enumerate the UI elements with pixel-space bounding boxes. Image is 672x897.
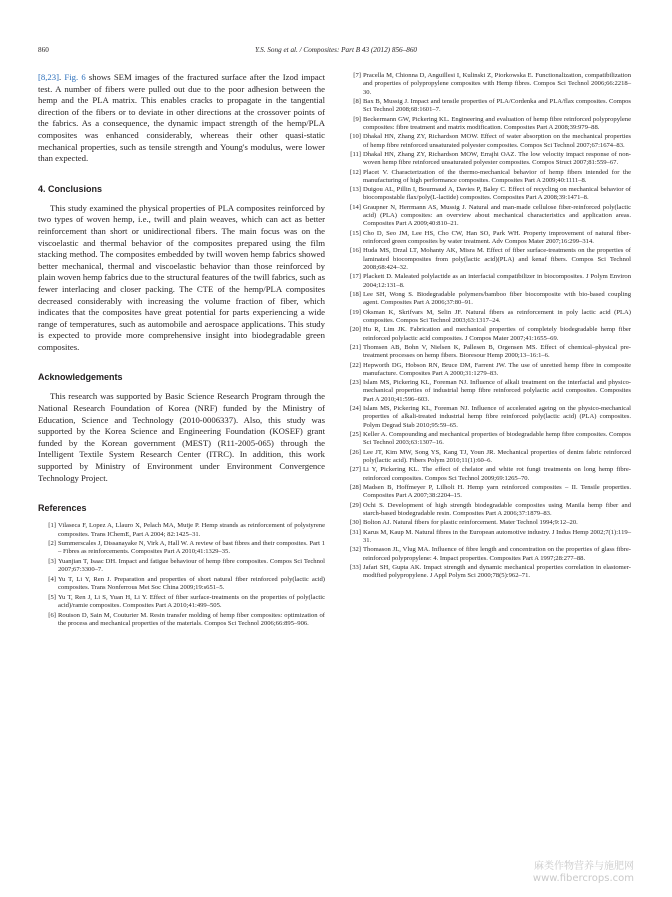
reference-number: [20] xyxy=(350,326,361,334)
reference-text: Thomsen AB, Bohn V, Nielsen K, Pallesen B, Orgensen MS. Effect of chemical–physical pre-treatment processes on hemp fibers. Bioresour Hemp 2000;13–16:1–6. xyxy=(363,343,631,360)
reference-text: Yu T, Ren J, Li S, Yuan H, Li Y. Effect of fiber surface-treatments on the properties of poly(lactic acid)/ramie composites. Composites Part A 2010;41:499–505. xyxy=(58,593,325,610)
intro-text: shows SEM images of the fractured surface after the Izod impact test. A number of fibers were pulled out due to the poor adhesion between the hemp and the PLA matrix. This enables cracks to propagate in the tangential direction of the fibers or to deviate in other directions at the crossover points of the fabrics. As a consequence, the dynamic impact strength of the hemp/PLA composites was enhanced considerably, whereas their other quasi-static mechanical properties, such as tensile strength and Young's modulus, were lower than expected. xyxy=(38,72,325,164)
reference-number: [22] xyxy=(350,361,361,369)
reference-number: [28] xyxy=(350,483,361,491)
reference-item xyxy=(38,612,325,629)
left-column xyxy=(38,72,325,630)
reference-number: [27] xyxy=(350,466,361,474)
reference-text: Islam MS, Pickering KL, Foreman NJ. Influence of alkali treatment on the interfacial and physico-mechanical properties of industrial hemp fibre reinforced polylactic acid composites. Composites Part A 2010;41:596–603. xyxy=(363,379,631,403)
reference-item xyxy=(343,309,631,326)
reference-text: Lee SH, Wong S. Biodegradable polymers/bamboo fiber biocomposite with bio-based coupling agent. Composites Part A 2006;37:80–91. xyxy=(363,290,631,307)
reference-number: [33] xyxy=(350,563,361,571)
reference-item xyxy=(343,405,631,430)
reference-item xyxy=(343,466,631,483)
reference-text: Huda MS, Drzal LT, Mohanty AK, Misra M. Effect of fiber surface-treatments on the properties of laminated biocomposites from poly(lactic acid)(PLA) and kenaf fibers. Compos Sci Technol 2008;68:424–32. xyxy=(363,247,631,271)
reference-text: Summerscales J, Dissanayake N, Virk A, Hall W. A review of bast fibres and their composites. Part 1 – Fibres as reinforcements. Composites Part A 2010;41:1329–35. xyxy=(58,540,325,556)
reference-number: [31] xyxy=(350,528,361,536)
reference-number: [29] xyxy=(350,501,361,509)
reference-item xyxy=(343,247,631,272)
reference-text: Graupner N, Herrmann AS, Mussig J. Natural and man-made cellulose fiber-reinforced poly(lactic acid) (PLA) composites: an overview about mechanical characteristics and application areas. Composites Part A 2009;40:810–21. xyxy=(363,203,631,228)
figure-link[interactable]: Fig. 6 xyxy=(64,72,86,82)
reference-item xyxy=(343,502,631,519)
reference-number: [17] xyxy=(350,273,361,281)
reference-text: Bax B, Mussig J. Impact and tensile properties of PLA/Cordenka and PLA/flax composites. Compos Sci Technol 2008;68:1601–7. xyxy=(363,97,631,114)
reference-item xyxy=(343,116,631,133)
reference-text: Rouison D, Sain M, Couturier M. Resin transfer molding of hemp fiber composites: optimization of the process and mechanical properties of the materials. Compos Sci Technol 2006;66:895–906. xyxy=(58,611,325,627)
reference-number: [21] xyxy=(350,343,361,351)
reference-number: [13] xyxy=(350,186,361,194)
reference-item xyxy=(38,594,325,611)
reference-number: [30] xyxy=(350,519,361,527)
reference-item xyxy=(343,186,631,203)
reference-text: Hepworth DG, Hobson RN, Bruce DM, Farrent JW. The use of unretted hemp fibre in composite manufacture. Composites Part A 2000;31:1279–83. xyxy=(363,361,631,377)
reference-text: Keller A. Compounding and mechanical properties of biodegradable hemp fibre composites. Compos Sci Technol 2003;63:1307–16. xyxy=(363,431,631,447)
reference-item xyxy=(343,519,631,527)
page-number: 860 xyxy=(38,46,49,54)
reference-number: [15] xyxy=(350,229,361,237)
right-column xyxy=(343,72,631,581)
reference-number: [3] xyxy=(48,558,56,565)
reference-text: Madsen B, Hoffmeyer P, Lilholt H. Hemp yarn reinforced composites – II. Tensile properties. Composites Part A 2007;38:2204–15. xyxy=(363,483,631,500)
reference-number: [12] xyxy=(350,168,361,176)
references-list-right xyxy=(343,72,631,580)
reference-item xyxy=(343,169,631,186)
reference-number: [26] xyxy=(350,448,361,456)
reference-text: Karus M, Kaup M. Natural fibres in the European automotive industry. J Indus Hemp 2002;7(1):119–31. xyxy=(363,528,631,544)
citation-link[interactable]: [8,23] xyxy=(38,72,59,82)
reference-number: [18] xyxy=(350,290,361,298)
reference-item xyxy=(343,230,631,247)
watermark-chinese: 麻类作物营养与施肥网 xyxy=(534,861,634,872)
site-watermark xyxy=(533,861,634,885)
reference-number: [1] xyxy=(48,522,56,530)
reference-item xyxy=(38,558,325,575)
acknowledgements-heading: Acknowledgements xyxy=(38,372,123,383)
reference-item xyxy=(343,204,631,229)
reference-item xyxy=(343,151,631,168)
reference-number: [5] xyxy=(48,593,56,601)
reference-item xyxy=(343,273,631,290)
reference-text: Thomason JL, Vlug MA. Influence of fibre length and concentration on the properties of glass fibre-reinforced polypropylene: 4. Impact properties. Composites Part A 1997;28:277–88. xyxy=(363,546,631,562)
reference-text: Duigou AL, Pillin I, Bourmaud A, Davies P, Baley C. Effect of recycling on mechanical behavior of biocompostable flax/poly(L-lactide) composites. Composites Part A 2008;39:1471–8. xyxy=(363,186,631,202)
reference-item xyxy=(343,291,631,308)
reference-item xyxy=(343,564,631,581)
citation-separator: . xyxy=(59,72,65,82)
reference-text: Yu T, Li Y, Ren J. Preparation and properties of short natural fiber reinforced poly(lactic acid) composites. Trans Nonferrous Met Soc China 2009;19:s651–5. xyxy=(58,575,325,592)
reference-number: [10] xyxy=(350,133,361,141)
reference-text: Placet V. Characterization of the thermo-mechanical behavior of hemp fibers intended for the manufacturing of high performance composites. Composites Part A 2009;40:1111–8. xyxy=(363,168,631,184)
reference-text: Plackett D. Maleated polylactide as an interfacial compatibilizer in biocomposites. J Polym Environ 2004;12:131–8. xyxy=(363,273,631,289)
reference-text: Jafari SH, Gupta AK. Impact strength and dynamic mechanical properties correlation in elastomer-modified polypropylene. J Appl Polym Sci 2000;78(5):962–71. xyxy=(363,563,631,580)
reference-number: [8] xyxy=(353,97,361,105)
reference-text: Lee JT, Kim MW, Song YS, Kang TJ, Youn JR. Mechanical properties of denim fabric reinforced poly(lactic acid). Fibers Polym 2010;11(1):60–6. xyxy=(363,448,631,464)
reference-text: Bolton AJ. Natural fibers for plastic reinforcement. Mater Technol 1994;9:12–20. xyxy=(363,519,578,527)
reference-text: Pracella M, Chionna D, Anguillesi I, Kulinski Z, Piorkowska E. Functionalization, compatibilization and properties of polypropylene composites with Hemp fibres. Compos Sci Technol 2006;66:2218–30. xyxy=(363,72,631,96)
reference-number: [6] xyxy=(48,611,56,619)
reference-item xyxy=(343,431,631,448)
reference-item xyxy=(343,72,631,97)
reference-number: [23] xyxy=(350,379,361,387)
reference-item xyxy=(343,529,631,546)
acknowledgements-paragraph: This research was supported by Basic Science Research Program through the National Research Foundation of Korea (NRF) funded by the Ministry of Education, Science and Technology (2010-0006337). Also, this study was supported by the Korea Science and Engineering Foundation (KOSEF) grant funded by the Korean government (MEST) (R11-2005-065) through the Intelligent Textile System Research Center (ITRC). In addition, this work supported by Ministry of Environment under Environment Convergence Technology Project. xyxy=(38,391,325,483)
references-heading: References xyxy=(38,503,87,514)
conclusions-paragraph: This study examined the physical properties of PLA composites reinforced by two types of woven hemp, i.e., twill and plain weaves, which can act as better reinforcement than short or unidirectional fibers. The main focus was on the viscoelastic and thermal behavior of the composites prepared using the film stacking method. The composites embedded by twill woven hemp fabrics showed better mechanical, thermal and viscoelastic behavior than those reinforced by plain woven hemp fabrics due to the structural features of the twill fabrics, such as fewer interlacing and closer packing. The CTE of the hemp/PLA composites decreased considerably with increasing the volume fraction of fiber, which indicates that the composites have great potential for parts experiencing a wide range of temperatures, such as automobile and aerospace applications. This study is expected to provide more comprehensive insight into biodegradable green composites. xyxy=(38,202,325,352)
reference-number: [16] xyxy=(350,247,361,255)
reference-number: [32] xyxy=(350,546,361,554)
watermark-url: www.fibercrops.com xyxy=(532,873,634,884)
reference-item xyxy=(343,362,631,379)
reference-text: Cho D, Seo JM, Lee HS, Cho CW, Han SO, Park WH. Property improvement of natural fiber-reinforced green composites by water treatment. Adv Compos Mater 2007;16:299–314. xyxy=(363,229,631,246)
reference-text: Islam MS, Pickering KL, Foreman NJ. Influence of accelerated ageing on the physico-mechanical properties of alkali-treated industrial hemp fibre reinforced poly(lactic acid) (PLA) composites. Polym Degrad Stab 2010;95:59–65. xyxy=(363,405,631,429)
reference-item xyxy=(38,540,325,557)
reference-text: Oksman K, Skrifvars M, Selin JF. Natural fibers as reinforcement in poly lactic acid (PLA) composites. Compos Sci Technol 2003;63:1317–24. xyxy=(363,308,631,324)
reference-text: Dhakal HN, Zhang ZY, Richardson MOW, Errajhi OAZ. The low velocity impact response of non-woven hemp fibre reinforced unsaturated polyester composites. Compos Struct 2007;81:559–67. xyxy=(363,150,631,167)
reference-number: [24] xyxy=(350,405,361,413)
reference-text: Hu R, Lim JK. Fabrication and mechanical properties of completely biodegradable hemp fiber reinforced polylactic acid composites. J Compos Mater 2007;41:1655–69. xyxy=(363,326,631,342)
journal-citation: Y.S. Song et al. / Composites: Part B 43 (2012) 856–860 xyxy=(254,46,418,54)
reference-item xyxy=(343,449,631,466)
reference-number: [4] xyxy=(48,575,56,583)
reference-number: [19] xyxy=(350,308,361,316)
reference-item xyxy=(38,576,325,593)
reference-text: Beckermann GW, Pickering KL. Engineering and evaluation of hemp fibre reinforced polypropylene composites: fibre treatment and matrix modification. Composites Part A 2008;39:979–88. xyxy=(363,115,631,131)
reference-number: [2] xyxy=(48,540,56,548)
reference-number: [9] xyxy=(353,115,361,123)
reference-item xyxy=(343,98,631,115)
reference-text: Dhakal HN, Zhang ZY, Richardson MOW. Effect of water absorption on the mechanical properties of hemp fibre reinforced unsaturated polyester composites. Compos Sci Technol 2007;67:1674–83. xyxy=(363,133,631,149)
reference-text: Vilaseca F, Lopez A, Llauro X, Pelach MA, Mutje P. Hemp strands as reinforcement of polystyrene composites. Trans IChemE, Part A 2004; 82:1425–31. xyxy=(58,522,325,538)
reference-item xyxy=(343,344,631,361)
reference-number: [7] xyxy=(353,72,361,79)
reference-item xyxy=(343,379,631,404)
reference-item xyxy=(343,484,631,501)
running-header xyxy=(38,46,634,56)
reference-text: Yuanjian T, Isaac DH. Impact and fatigue behaviour of hemp fibre composites. Compos Sci Technol 2007;67:3300–7. xyxy=(58,558,325,574)
reference-item xyxy=(343,326,631,343)
intro-paragraph xyxy=(38,72,325,165)
reference-item xyxy=(343,133,631,150)
reference-number: [11] xyxy=(350,150,361,158)
reference-number: [25] xyxy=(350,431,361,439)
reference-text: Ochi S. Development of high strength biodegradable composites using Manila hemp fiber and starch-based biodegradable resin. Composites Part A 2006;37:1879–83. xyxy=(363,501,631,517)
reference-item xyxy=(343,546,631,563)
reference-number: [14] xyxy=(350,203,361,211)
references-list-left xyxy=(38,522,325,628)
conclusions-heading: 4. Conclusions xyxy=(38,183,103,194)
reference-text: Li Y, Pickering KL. The effect of chelator and white rot fungi treatments on long hemp fibre-reinforced composites. Compos Sci Technol 2009;69:1265–70. xyxy=(363,466,631,482)
reference-item xyxy=(38,522,325,539)
